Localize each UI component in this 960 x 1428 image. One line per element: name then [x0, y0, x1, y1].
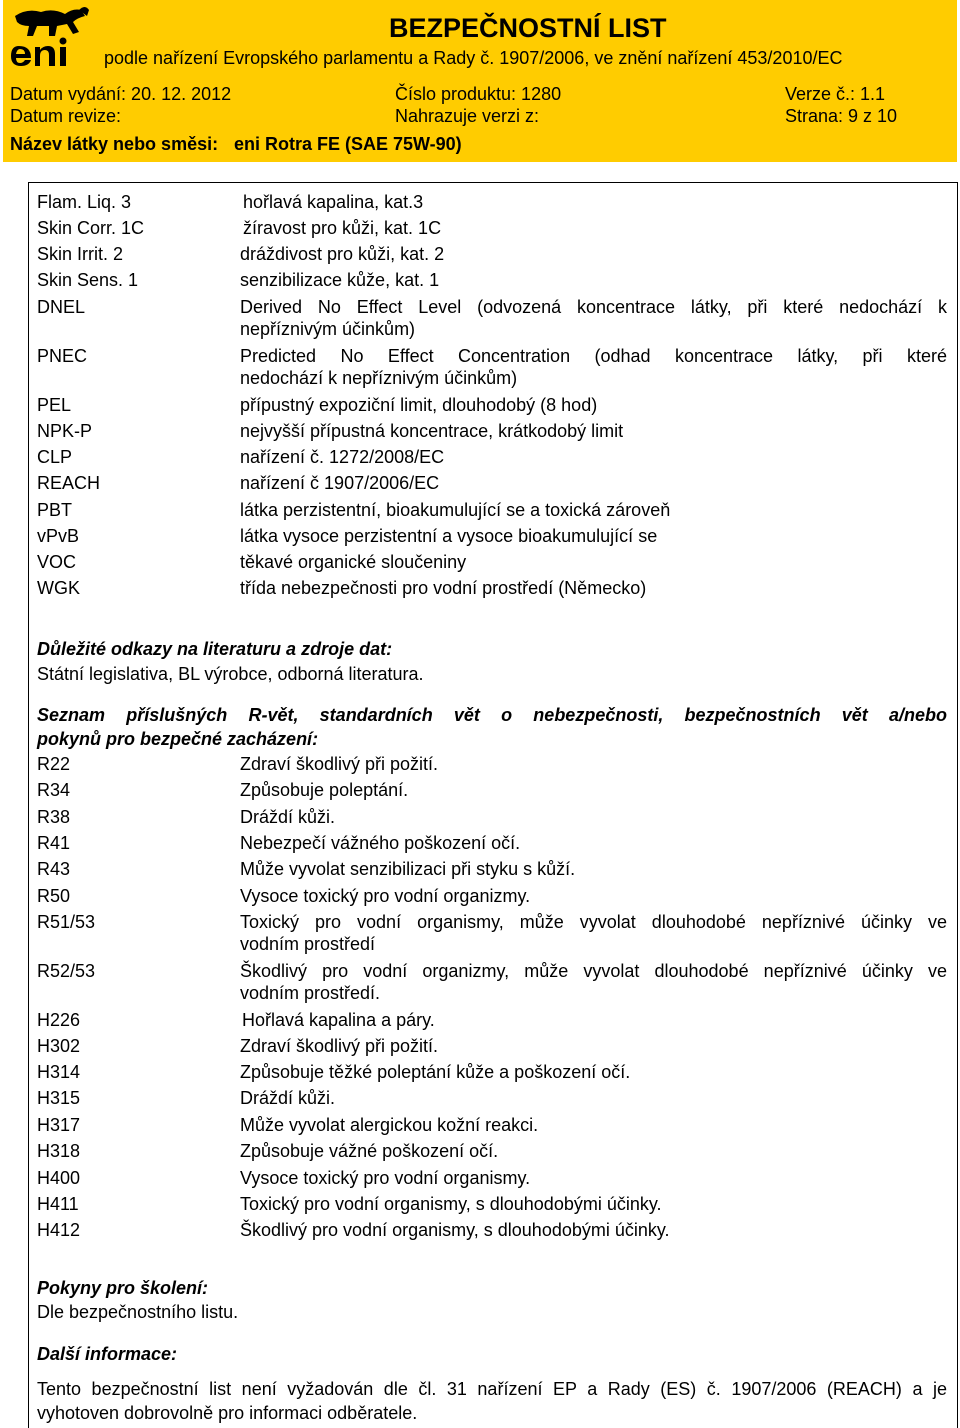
phrase-code: H314 [37, 1062, 81, 1082]
further-info-heading: Další informace: [37, 1344, 178, 1364]
issue-date: Datum vydání: 20. 12. 2012 [10, 84, 232, 104]
phrases-heading-cont: pokynů pro bezpečné zacházení: [37, 729, 319, 749]
abbr-text: nařízení č 1907/2006/EC [240, 473, 440, 493]
abbr-code: NPK-P [37, 421, 93, 441]
abbr-code: PNEC [37, 346, 88, 366]
references-text: Státní legislativa, BL výrobce, odborná literatura. [37, 664, 424, 684]
abbr-text: přípustný expoziční limit, dlouhodobý (8 hod) [240, 395, 598, 415]
phrase-code: R51/53 [37, 912, 96, 932]
product-number: Číslo produktu: 1280 [395, 84, 562, 104]
phrase-text-cont: vodním prostředí [240, 934, 376, 954]
phrase-code: H302 [37, 1036, 81, 1056]
phrase-text: Toxický pro vodní organismy, může vyvolat dlouhodobé nepříznivé účinky ve [240, 912, 947, 932]
phrase-code: H318 [37, 1141, 81, 1161]
phrase-code: R22 [37, 754, 71, 774]
references-heading: Důležité odkazy na literaturu a zdroje dat: [37, 639, 393, 659]
document-header [3, 0, 957, 162]
phrase-text: Vysoce toxický pro vodní organizmy. [240, 886, 531, 906]
abbr-code: REACH [37, 473, 101, 493]
phrase-code: H411 [37, 1194, 79, 1214]
phrase-code: R41 [37, 833, 71, 853]
abbr-text: těkavé organické sloučeniny [240, 552, 467, 572]
training-heading: Pokyny pro školení: [37, 1278, 209, 1298]
abbr-text: dráždivost pro kůži, kat. 2 [240, 244, 445, 264]
six-legged-dog-logo-icon [7, 2, 93, 78]
phrase-text: Způsobuje těžké poleptání kůže a poškození očí. [240, 1062, 631, 1082]
abbr-text: Predicted No Effect Concentration (odhad koncentrace látky, při které [240, 346, 947, 366]
phrase-code: R38 [37, 807, 71, 827]
abbr-text: senzibilizace kůže, kat. 1 [240, 270, 440, 290]
abbr-text: třída nebezpečnosti pro vodní prostředí (Německo) [240, 578, 647, 598]
phrase-text: Způsobuje poleptání. [240, 780, 409, 800]
phrase-code: R52/53 [37, 961, 96, 981]
abbr-text-cont: nepříznivým účinkům) [240, 319, 416, 339]
further-info-text-cont: vyhotoven dobrovolně pro informaci odběratele. [37, 1403, 418, 1423]
training-text: Dle bezpečnostního listu. [37, 1302, 239, 1322]
phrase-text: Dráždí kůži. [240, 807, 336, 827]
abbr-text: Derived No Effect Level (odvozená koncentrace látky, při které nedochází k [240, 297, 947, 317]
phrase-code: R34 [37, 780, 71, 800]
abbr-text: látka perzistentní, bioakumulující se a toxická zároveň [240, 500, 671, 520]
revision-date: Datum revize: [10, 106, 122, 126]
phrase-code: H400 [37, 1168, 81, 1188]
abbr-text-cont: nedochází k nepříznivým účinkům) [240, 368, 518, 388]
phrase-text: Hořlavá kapalina a páry. [242, 1010, 435, 1030]
abbr-code: PBT [37, 500, 73, 520]
abbr-code: Flam. Liq. 3 [37, 192, 132, 212]
abbr-code: CLP [37, 447, 73, 467]
abbr-text: hořlavá kapalina, kat.3 [243, 192, 424, 212]
phrase-code: R50 [37, 886, 71, 906]
document-title: BEZPEČNOSTNÍ LIST [389, 13, 667, 43]
phrase-text: Může vyvolat senzibilizaci při styku s kůží. [240, 859, 576, 879]
phrase-text: Škodlivý pro vodní organismy, s dlouhodobými účinky. [240, 1220, 670, 1240]
abbr-text: nařízení č. 1272/2008/EC [240, 447, 445, 467]
phrase-text: Dráždí kůži. [240, 1088, 336, 1108]
phrase-code: H315 [37, 1088, 81, 1108]
replaces-version: Nahrazuje verzi z: [395, 106, 540, 126]
abbr-code: PEL [37, 395, 72, 415]
regulation-subtitle: podle nařízení Evropského parlamentu a Rady č. 1907/2006, ve znění nařízení 453/2010/EC [104, 48, 843, 68]
phrase-code: H412 [37, 1220, 81, 1240]
abbr-code: DNEL [37, 297, 86, 317]
abbr-text: nejvyšší přípustná koncentrace, krátkodobý limit [240, 421, 624, 441]
phrase-text: Toxický pro vodní organismy, s dlouhodobými účinky. [240, 1194, 662, 1214]
phrase-text: Způsobuje vážné poškození očí. [240, 1141, 499, 1161]
abbr-code: WGK [37, 578, 80, 598]
phrase-text: Zdraví škodlivý při požití. [240, 1036, 439, 1056]
abbr-text: látka vysoce perzistentní a vysoce bioakumulující se [240, 526, 658, 546]
eni-logo [7, 2, 93, 78]
phrase-text: Může vyvolat alergickou kožní reakci. [240, 1115, 539, 1135]
phrase-code: H226 [37, 1010, 81, 1030]
abbr-text: žíravost pro kůži, kat. 1C [243, 218, 442, 238]
phrase-text: Zdraví škodlivý při požití. [240, 754, 439, 774]
abbr-code: Skin Corr. 1C [37, 218, 145, 238]
substance-label: Název látky nebo směsi: [10, 134, 219, 154]
abbr-code: Skin Sens. 1 [37, 270, 139, 290]
abbr-code: Skin Irrit. 2 [37, 244, 124, 264]
phrase-text-cont: vodním prostředí. [240, 983, 381, 1003]
abbr-code: vPvB [37, 526, 80, 546]
phrase-text: Vysoce toxický pro vodní organismy. [240, 1168, 531, 1188]
phrases-heading: Seznam příslušných R-vět, standardních vět o nebezpečnosti, bezpečnostních vět a/nebo [37, 705, 947, 725]
phrase-text: Nebezpečí vážného poškození očí. [240, 833, 521, 853]
version: Verze č.: 1.1 [785, 84, 886, 104]
phrase-text: Škodlivý pro vodní organizmy, může vyvolat dlouhodobé nepříznivé účinky ve [240, 961, 947, 981]
page-number: Strana: 9 z 10 [785, 106, 898, 126]
substance-name: eni Rotra FE (SAE 75W-90) [234, 134, 462, 154]
phrase-code: H317 [37, 1115, 81, 1135]
further-info-text: Tento bezpečnostní list není vyžadován dle čl. 31 nařízení EP a Rady (ES) č. 1907/2006 (REACH) a je [37, 1379, 947, 1399]
abbr-code: VOC [37, 552, 77, 572]
phrase-code: R43 [37, 859, 71, 879]
